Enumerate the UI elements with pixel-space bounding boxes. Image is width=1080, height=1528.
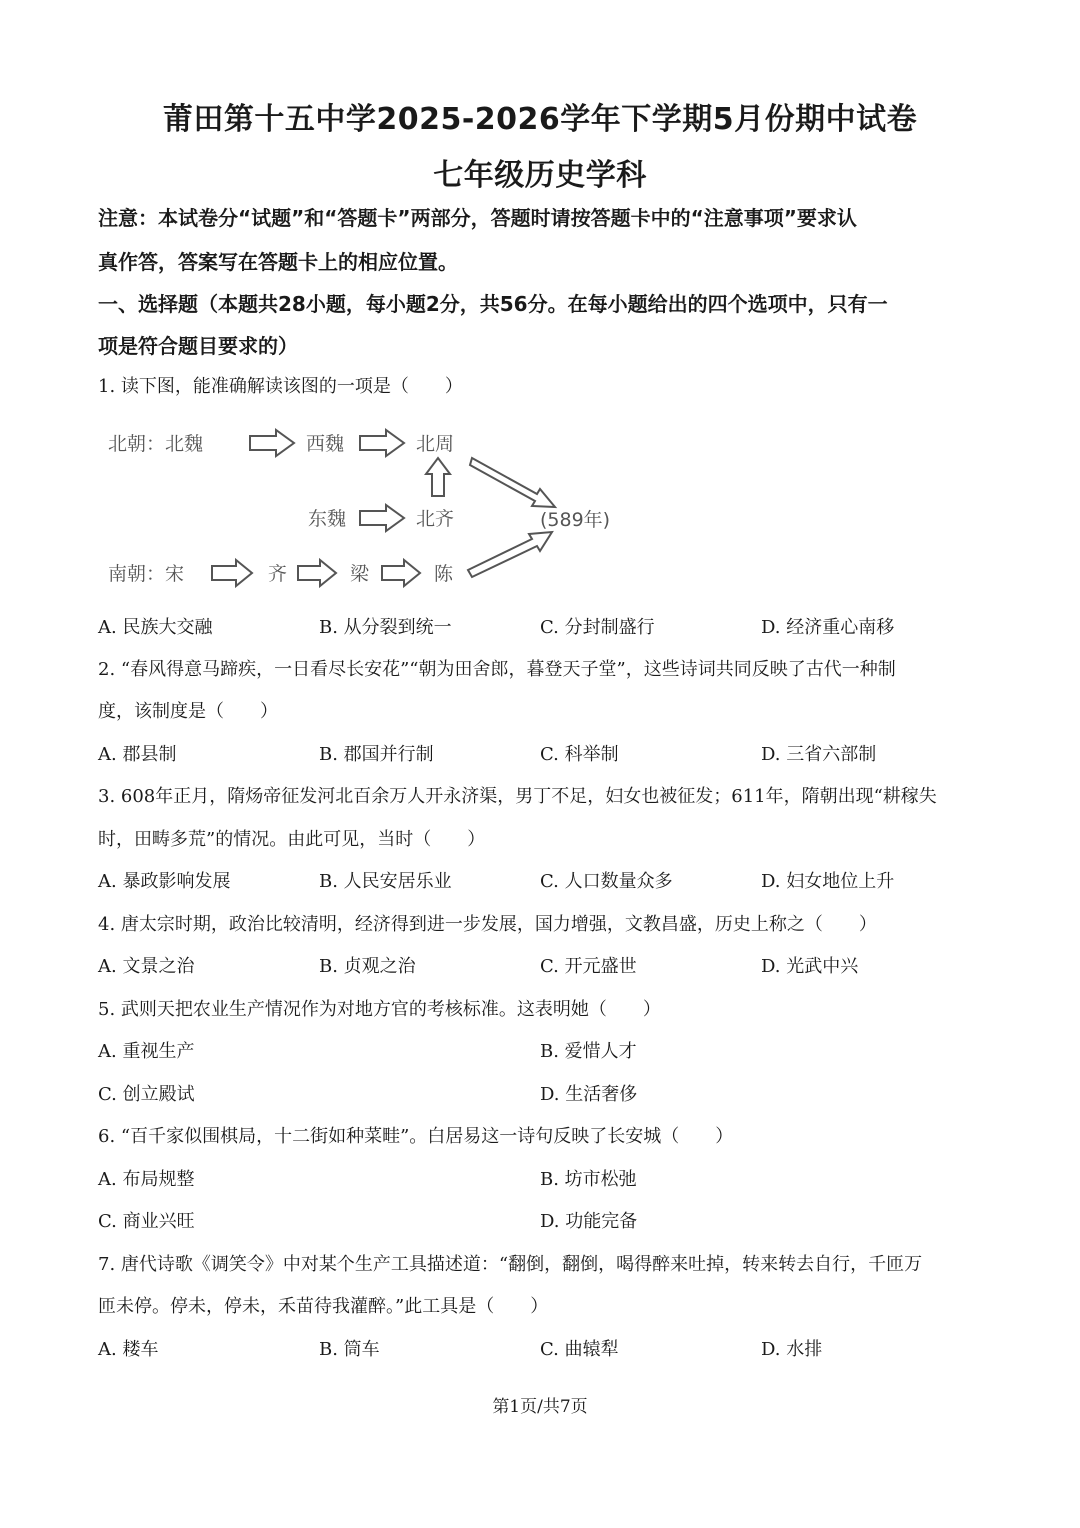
arrow-right <box>360 505 404 531</box>
option-c: C. 商业兴旺 <box>98 1211 195 1232</box>
page-number: 第1页/共7页 <box>492 1397 588 1417</box>
question-6-text: 6. “百千家似围棋局，十二街如种菜畦”。白居易这一诗句反映了长安城（ ） <box>98 1126 734 1147</box>
option-d: D. 经济重心南移 <box>761 617 895 638</box>
option-b: B. 从分裂到统一 <box>319 617 452 638</box>
option-a: A. 暴政影响发展 <box>98 871 231 892</box>
arrow-right <box>360 430 404 456</box>
section-heading-line-2: 项是符合题目要求的） <box>98 334 298 358</box>
question-2-text-line-1: 2. “春风得意马蹄疾，一日看尽长安花”“朝为田舍郎，暮登天子堂”，这些诗词共同反映了古代一种制 <box>98 659 896 680</box>
option-c: C. 科举制 <box>540 744 619 765</box>
option-d: D. 生活奢侈 <box>540 1084 638 1105</box>
option-a: A. 郡县制 <box>98 744 177 765</box>
question-6-options-row-2 <box>98 1201 988 1243</box>
arrow-right <box>212 560 252 586</box>
question-1-options <box>98 607 988 649</box>
option-c: C. 创立殿试 <box>98 1084 195 1105</box>
question-7-text-line-1: 7. 唐代诗歌《调笑令》中对某个生产工具描述道：“翻倒，翻倒，喝得醉来吐掉，转来转去自行，千匝万 <box>98 1254 923 1275</box>
option-d: D. 妇女地位上升 <box>761 871 895 892</box>
option-c: C. 曲辕犁 <box>540 1339 619 1360</box>
question-3-text-line-1: 3. 608年正月，隋炀帝征发河北百余万人开永济渠，男丁不足，妇女也被征发；611年，隋朝出现“耕稼失 <box>98 786 937 807</box>
diagram-liang: 梁 <box>350 563 370 585</box>
question-5-options-row-1 <box>98 1031 988 1073</box>
notice-line-1: 注意：本试卷分“试题”和“答题卡”两部分，答题时请按答题卡中的“注意事项”要求认 <box>98 206 857 230</box>
arrow-diagonal-up <box>468 532 552 577</box>
diagram-northern-zhou: 北周 <box>416 433 455 455</box>
diagram-northern-qi: 北齐 <box>416 508 455 530</box>
arrow-diagonal-down <box>470 458 555 507</box>
question-5-text: 5. 武则天把农业生产情况作为对地方官的考核标准。这表明她（ ） <box>98 999 661 1020</box>
exam-title: 莆田第十五中学2025-2026学年下学期5月份期中试卷 <box>162 102 918 137</box>
option-a: A. 耧车 <box>98 1339 159 1360</box>
diagram-south-label: 南朝：宋 <box>108 563 185 585</box>
question-7-text-line-2: 匝未停。停未，停未，禾苗待我灌醉。”此工具是（ ） <box>98 1296 549 1317</box>
option-c: C. 人口数量众多 <box>540 871 673 892</box>
option-d: D. 功能完备 <box>540 1211 638 1232</box>
arrow-right <box>250 430 294 456</box>
question-1-text: 1. 读下图，能准确解读该图的一项是（ ） <box>98 376 463 397</box>
section-heading-line-1: 一、选择题（本题共28小题，每小题2分，共56分。在每小题给出的四个选项中，只有一 <box>98 292 888 316</box>
question-6-options-row-1 <box>98 1159 988 1201</box>
question-3-text-line-2: 时，田畴多荒”的情况。由此可见，当时（ ） <box>98 829 486 850</box>
option-b: B. 爱惜人才 <box>540 1041 637 1062</box>
diagram-north-label: 北朝：北魏 <box>108 433 204 455</box>
arrow-right <box>382 560 420 586</box>
option-c: C. 分封制盛行 <box>540 617 655 638</box>
option-b: B. 贞观之治 <box>319 956 416 977</box>
option-b: B. 郡国并行制 <box>319 744 434 765</box>
question-2-options <box>98 734 988 776</box>
option-d: D. 三省六部制 <box>761 744 877 765</box>
option-b: B. 人民安居乐业 <box>319 871 452 892</box>
arrow-up <box>426 458 450 496</box>
diagram-year: (589年) <box>540 509 611 531</box>
diagram-chen: 陈 <box>434 563 454 585</box>
option-a: A. 布局规整 <box>98 1169 195 1190</box>
option-a: A. 重视生产 <box>98 1041 195 1062</box>
diagram-western-wei: 西魏 <box>306 433 345 455</box>
question-3-options <box>98 861 988 903</box>
diagram-qi: 齐 <box>268 563 288 585</box>
question-7-options <box>98 1329 988 1371</box>
question-5-options-row-2 <box>98 1074 988 1116</box>
option-d: D. 水排 <box>761 1339 823 1360</box>
question-4-options <box>98 946 988 988</box>
option-a: A. 文景之治 <box>98 956 195 977</box>
option-d: D. 光武中兴 <box>761 956 859 977</box>
option-b: B. 坊市松弛 <box>540 1169 637 1190</box>
exam-subtitle: 七年级历史学科 <box>433 158 647 193</box>
option-a: A. 民族大交融 <box>98 617 213 638</box>
option-b: B. 筒车 <box>319 1339 380 1360</box>
diagram-eastern-wei: 东魏 <box>308 508 347 530</box>
option-c: C. 开元盛世 <box>540 956 637 977</box>
question-2-text-line-2: 度，该制度是（ ） <box>98 701 278 722</box>
dynasty-diagram <box>98 418 658 596</box>
notice-line-2: 真作答，答案写在答题卡上的相应位置。 <box>98 250 458 274</box>
arrow-right <box>298 560 336 586</box>
question-4-text: 4. 唐太宗时期，政治比较清明，经济得到进一步发展，国力增强，文教昌盛，历史上称之（ ） <box>98 914 877 935</box>
